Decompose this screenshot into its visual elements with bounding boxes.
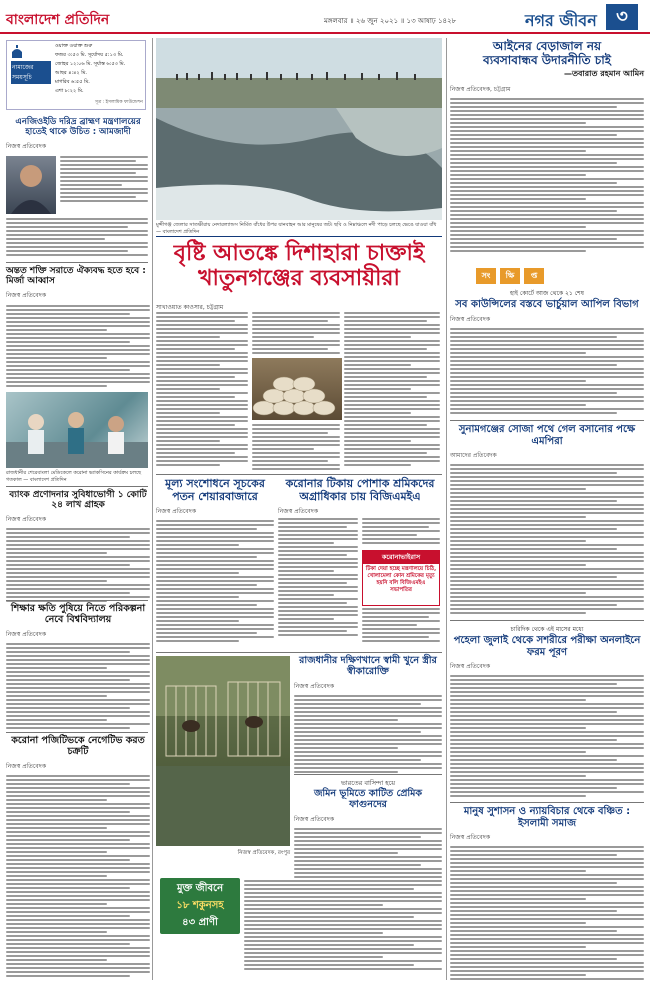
article-title: মূল্য সংশোধনে সূচকের পতন শেয়ারবাজারে <box>165 477 265 503</box>
article-bank[interactable] <box>6 490 150 600</box>
mukta-jibon-byline: নিজস্ব প্রতিবেদক, রংপুর <box>237 850 290 856</box>
article-body <box>450 846 644 986</box>
article-body <box>6 218 148 258</box>
article-byline: নিজস্ব প্রতিবেদক <box>6 515 47 523</box>
article-title: জমিন ভূমিতে কাটিত প্রেমিক ফাগুনদের <box>313 788 423 810</box>
article-title: সুনামগঞ্জের সোজা পথে গেল বসানোর পক্ষে এমপিরা <box>458 424 636 447</box>
section-title: নগর জীবন <box>525 11 597 30</box>
portrait-photo <box>6 156 56 214</box>
main-article-body-col2b <box>252 424 340 472</box>
article-title: করোনা পজিটিভকে নেগেটিভ করত চক্রটি <box>11 735 145 757</box>
article-body <box>450 464 644 624</box>
mosque-icon <box>10 44 24 58</box>
main-byline: সাখাওয়াত কাওসার, চট্টগ্রাম <box>156 304 224 311</box>
article-byline: নিজস্ব প্রতিবেদক <box>294 815 335 823</box>
article-body <box>294 695 442 779</box>
article-body <box>362 608 440 648</box>
article-byline: নিজস্ব প্রতিবেদক <box>6 142 47 150</box>
prayer-label-namaj: নামাজের <box>11 61 51 74</box>
article-byline: নিজস্ব প্রতিবেদক, চট্টগ্রাম <box>450 85 511 93</box>
prayer-row: এশা ৮:২২ মি. <box>55 88 84 94</box>
article-title: পহেলা জুলাই থেকে সশরীরে পরীক্ষা অনলাইনে ফরম পূরণ <box>453 635 641 658</box>
article-body <box>450 328 644 420</box>
main-article-body-col2 <box>252 312 340 358</box>
mukta-jibon-body <box>244 880 442 980</box>
page-number-badge: ৩ <box>606 4 638 30</box>
article-title: ব্যাংক প্রণোদনার সুবিধাভোগী ১ কোটি ২৪ লাখ গ্রাহক <box>9 490 147 511</box>
article-title: অন্তত শক্তি সরাতে ঐক্যবদ্ধ হতে হবে : মির্জা আব্বাস <box>6 266 146 287</box>
warehouse-sacks-photo <box>252 358 342 420</box>
article-title: শিক্ষার ক্ষতি পুষিয়ে নিতে পরিকল্পনা নেবে বিশ্ববিদ্যালয় <box>10 603 146 625</box>
article-byline: নিজস্ব প্রতিবেদক <box>6 291 47 299</box>
sonkhipto-letter: সং <box>476 268 496 284</box>
article-ain[interactable] <box>450 40 644 264</box>
article-byline: নিজস্ব প্রতিবেদক <box>156 508 197 516</box>
sonkhipto-letter: ক্ষি <box>500 268 520 284</box>
article-body <box>278 518 358 648</box>
article-share-market[interactable] <box>156 478 274 650</box>
prayer-times-box <box>6 40 146 110</box>
article-sunamganj[interactable] <box>450 424 644 618</box>
article-title: রাজধানীর দক্ষিণখানে স্বামী খুনে স্ত্রীর স্বীকারোক্তি <box>299 655 437 677</box>
article-byline: নিজস্ব প্রতিবেদক <box>6 762 47 770</box>
article-byline: নিজস্ব প্রতিবেদক <box>294 682 335 690</box>
article-jamin[interactable] <box>294 778 442 878</box>
article-manush[interactable] <box>450 806 644 980</box>
article-kicker: হাই কোর্টে আজ থেকে ২১ শেষ <box>510 290 584 297</box>
article-rajdhani[interactable] <box>294 656 442 774</box>
article-body <box>6 528 150 604</box>
prayer-times-header: ওয়াক্ত ওয়াক্ত শুরু <box>55 43 93 49</box>
sonkhipto-letter: প্ত <box>524 268 544 284</box>
flood-embankment-photo <box>156 38 442 220</box>
prayer-row: আছর ৪:৪২ মি. <box>55 70 88 76</box>
article-corona-negative[interactable] <box>6 736 150 980</box>
prayer-source: সূত্র : ইসলামিক ফাউন্ডেশন <box>95 100 143 105</box>
prayer-row: মাগরিব ৬:৫৫ মি. <box>55 79 90 85</box>
article-shiksha[interactable] <box>6 604 150 728</box>
badge-line-1: মুক্ত জীবনে <box>176 883 224 894</box>
article-byline: নিজস্ব প্রতিবেদক <box>450 315 491 323</box>
article-body <box>6 643 150 731</box>
article-body <box>6 775 150 979</box>
article-title: এনজিওইডি দরিদ্র ব্রাহ্মণ মন্ত্রণালয়ের হাতেই থাকে উচিত : আমজাদী <box>15 117 141 137</box>
birds-cage-photo <box>156 656 290 846</box>
badge-line-2: ১৮ শকুনসহ <box>176 900 224 911</box>
article-bgmea[interactable] <box>278 478 442 650</box>
article-enamul[interactable] <box>6 118 150 258</box>
article-body <box>156 520 274 650</box>
mukta-jibon-badge <box>160 878 240 934</box>
photo-caption: রাজধানীর শেরেবাংলা মেডিকেলে করোনা ভ্যাকসিনের কার্যক্রম চলছে গতকাল — বাংলাদেশ প্রতিদিন <box>6 470 142 483</box>
article-title: মানুষ সুশাসন ও ন্যায়বিচার থেকে বঞ্চিত : ইসলামী সমাজ <box>463 806 631 829</box>
headline-line-2: খাতুনগঞ্জের ব্যবসায়ীরা <box>198 266 400 292</box>
badge-line-3: ৪৩ প্রাণী <box>182 917 218 928</box>
article-sab-kaundil[interactable] <box>450 288 644 418</box>
article-title: করোনার টিকায় পোশাক শ্রমিকদের অগ্রাধিকার চায় বিজিএমইএ <box>285 477 435 503</box>
masthead <box>0 0 650 34</box>
main-article-body-col3 <box>344 312 440 472</box>
corona-callout <box>362 550 440 606</box>
article-mirza[interactable] <box>6 266 150 386</box>
main-article-body-col1 <box>156 312 248 472</box>
article-body <box>362 518 440 548</box>
article-byline: নিজস্ব প্রতিবেদক <box>278 508 319 516</box>
article-kicker: ভারতের বাসিন্দা হয়ে <box>340 779 396 787</box>
article-body <box>450 98 644 258</box>
article-byline: আমাদের প্রতিবেদক <box>450 452 497 459</box>
newspaper-logo[interactable]: বাংলাদেশ প্রতিদিন <box>6 12 110 28</box>
callout-title: করোনাভাইরাস <box>363 551 439 564</box>
article-body <box>450 675 644 805</box>
date-line: মঙ্গলবার ॥ ২৬ জুন ২০২১ ॥ ১৩ আষাঢ় ১৪২৮ <box>324 17 457 25</box>
top-photo-caption: মুন্সীগঞ্জ জেলার সাতক্ষীরায় নেদারল্যান্ডস নির্মিত বাঁধের উপর যানবাহন আর মানুষের জট। ছবি ও নিম্নাঞ্চলে নদী পাড়ে চলছে ভেঙে যাওয়া বাঁধ — বাংলাদেশ প্রতিদিন <box>156 222 437 235</box>
article-title-line-2: ব্যবসাবান্ধব উদারনীতি চাই <box>483 52 611 67</box>
article-byline: নিজস্ব প্রতিবেদক <box>6 630 47 638</box>
prayer-row: জোহর ১২:০৬ মি. সূর্যাস্ত ৬:৫৩ মি. <box>55 61 126 67</box>
article-byline: নিজস্ব প্রতিবেদক <box>450 834 491 841</box>
main-headline[interactable] <box>156 236 442 298</box>
callout-body: টিকা দেয়া হচ্ছে মন্ত্রণালয়ে চিঠি, খোলামেলা কোন শ্রমিকের মৃত্যু হয়নি বলি বিজিএমইএ সভাপতির <box>365 566 437 594</box>
article-title: সব কাউন্সিলের বস্তবে ভার্চুয়াল আপিল বিভাগ <box>455 299 639 310</box>
vaccine-photo <box>6 392 148 468</box>
article-kicker: চারিদিক থেকে এই মাসের মধ্যে <box>510 626 584 633</box>
headline-line-1: বৃষ্টি আতঙ্কে দিশাহারা চাক্তাই <box>173 241 425 266</box>
article-title-line-1: আইনের বেড়াজাল নয় <box>492 39 602 53</box>
article-subtitle: —তবারাত রহমান আমিন <box>563 68 644 78</box>
article-byline: নিজস্ব প্রতিবেদক <box>450 663 491 670</box>
article-body <box>294 828 442 888</box>
article-pahela[interactable] <box>450 624 644 800</box>
prayer-row: ফজর ৩:৫৩ মি. সূর্যোদয় ৫:১৩ মি. <box>55 52 124 58</box>
prayer-label-somoy: সময়সূচি <box>11 71 51 84</box>
article-body <box>6 305 150 389</box>
article-body <box>60 156 148 204</box>
sonkhipto-strip <box>450 268 644 284</box>
